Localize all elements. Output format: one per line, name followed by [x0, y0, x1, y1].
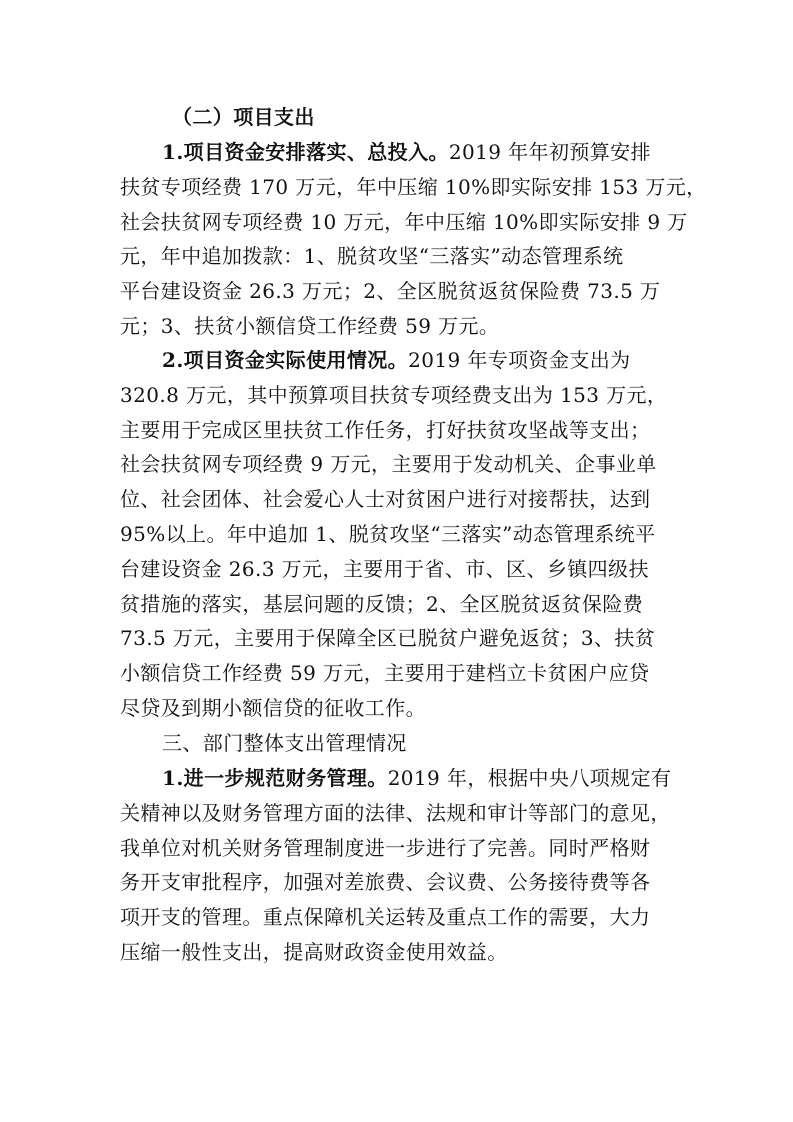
paragraph-heading: 1.项目资金安排落实、总投入。: [162, 140, 449, 164]
section-title: （二）项目支出: [172, 105, 315, 129]
paragraph-line: 元；3、扶贫小额信贷工作经费 59 万元。: [120, 313, 500, 338]
paragraph-line: 位、社会团体、社会爱心人士对贫困户进行对接帮扶，达到: [120, 487, 651, 512]
section-title: 三、部门整体支出管理情况: [162, 731, 407, 755]
paragraph-first-line: [120, 135, 680, 170]
section-overall-management: [120, 726, 680, 761]
paragraph-line: 尽贷及到期小额信贷的征收工作。: [120, 695, 426, 720]
paragraph-line: 社会扶贫网专项经费 9 万元，主要用于发动机关、企事业单: [120, 452, 657, 477]
paragraph-line: 压缩一般性支出，提高财政资金使用效益。: [120, 939, 508, 964]
paragraph-text: 2019 年，根据中央八项规定有: [387, 766, 672, 790]
paragraph-first-line: [120, 761, 680, 796]
paragraph-line: 社会扶贫网专项经费 10 万元，年中压缩 10%即实际安排 9 万: [120, 209, 688, 234]
paragraph-line: 我单位对机关财务管理制度进一步进行了完善。同时严格财: [120, 835, 651, 860]
paragraph-line: 95%以上。年中追加 1、脱贫攻坚“三落实”动态管理系统平: [120, 521, 656, 546]
paragraph-line: 台建设资金 26.3 万元，主要用于省、市、区、乡镇四级扶: [120, 556, 649, 581]
paragraph-line: 元，年中追加拨款：1、脱贫攻坚“三落实”动态管理系统: [120, 244, 624, 269]
paragraph-finance-standardization: [120, 761, 680, 970]
paragraph-line: 关精神以及财务管理方面的法律、法规和审计等部门的意见，: [120, 800, 671, 825]
paragraph-line: 平台建设资金 26.3 万元；2、全区脱贫返贫保险费 73.5 万: [120, 279, 661, 304]
paragraph-line: 项开支的管理。重点保障机关运转及重点工作的需要，大力: [120, 905, 651, 930]
paragraph-line: 73.5 万元，主要用于保障全区已脱贫户避免返贫；3、扶贫: [120, 626, 656, 651]
paragraph-line: 小额信贷工作经费 59 万元，主要用于建档立卡贫困户应贷: [120, 661, 650, 686]
paragraph-text: 2019 年年初预算安排: [448, 140, 651, 164]
paragraph-line: 扶贫专项经费 170 万元，年中压缩 10%即实际安排 153 万元，: [120, 174, 707, 199]
paragraph-line: 贫措施的落实，基层问题的反馈；2、全区脱贫返贫保险费: [120, 591, 644, 616]
paragraph-funds-usage: [120, 343, 680, 726]
paragraph-heading: 1.进一步规范财务管理。: [162, 766, 388, 790]
paragraph-first-line: [120, 343, 680, 378]
paragraph-line: 320.8 万元，其中预算项目扶贫专项经费支出为 153 万元，: [120, 382, 668, 407]
paragraph-heading: 2.项目资金实际使用情况。: [162, 348, 409, 372]
paragraph-text: 2019 年专项资金支出为: [408, 348, 631, 372]
section-project-expenditure: [120, 100, 680, 135]
paragraph-funds-arrangement: [120, 135, 707, 344]
paragraph-line: 主要用于完成区里扶贫工作任务，打好扶贫攻坚战等支出；: [120, 417, 651, 442]
paragraph-line: 务开支审批程序，加强对差旅费、会议费、公务接待费等各: [120, 870, 651, 895]
